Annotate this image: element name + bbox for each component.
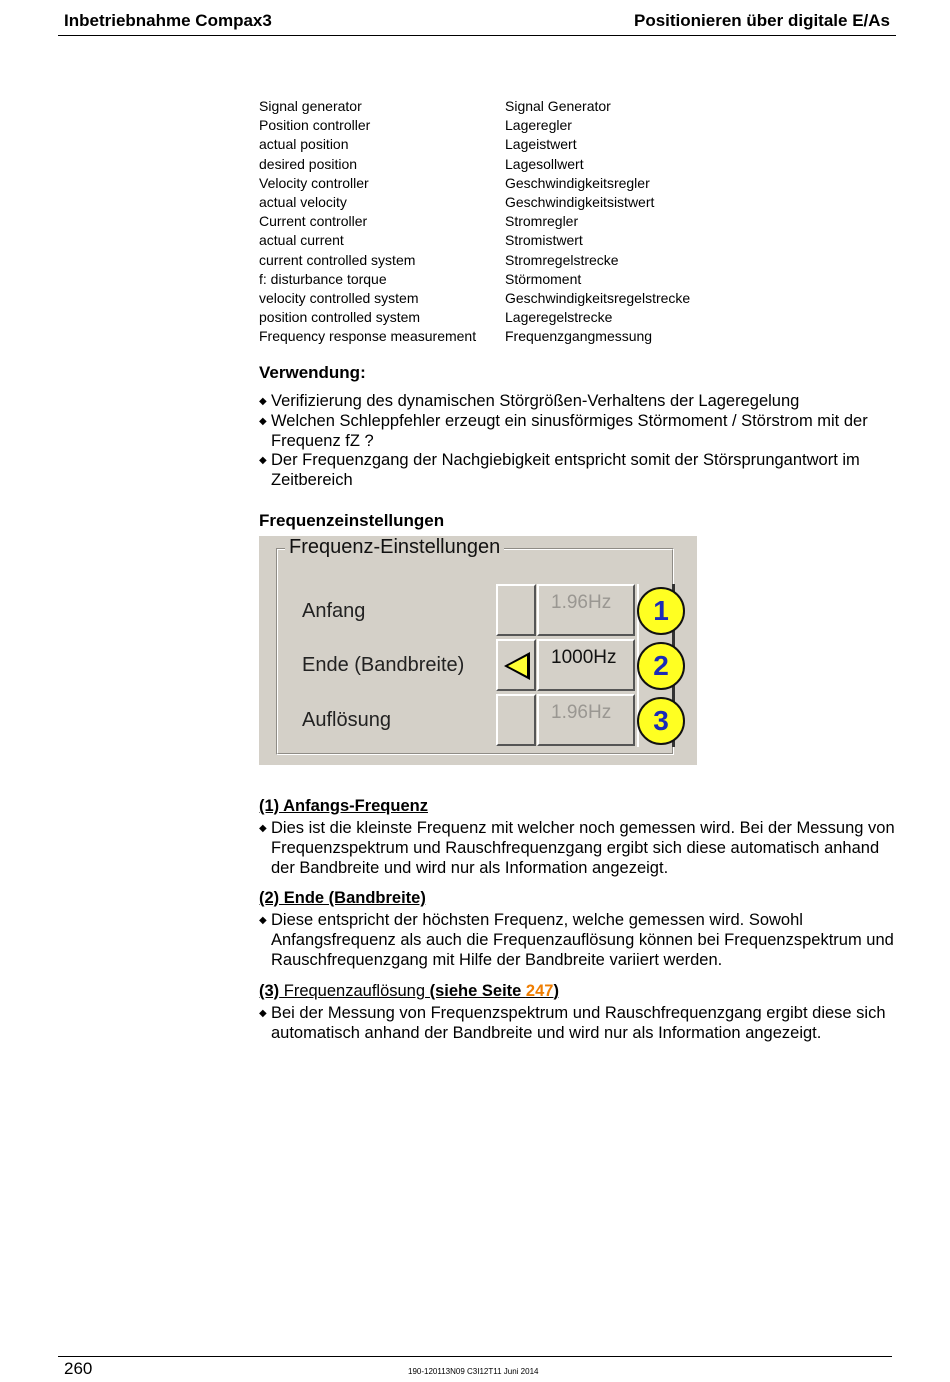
term-row (259, 193, 759, 212)
page-number: 260 (64, 1359, 93, 1378)
term-de: Lageregelstrecke (505, 309, 613, 326)
explanation-3-bullet (259, 1004, 895, 1044)
diamond-bullet-icon: ◆ (259, 415, 267, 427)
start-frequency-field[interactable]: 1.96Hz (537, 584, 635, 636)
groupbox-title: Frequenz-Einstellungen (285, 536, 504, 559)
usage-bullet-text: Welchen Schleppfehler erzeugt ein sinusförmiges Störmoment / Störstrom mit der Frequenz fZ ? (271, 411, 868, 450)
term-en: current controlled system (259, 251, 416, 268)
end-frequency-field[interactable]: 1000Hz (537, 639, 635, 691)
term-de: Geschwindigkeitsistwert (505, 193, 655, 210)
term-row (259, 327, 759, 346)
page-ref-close: ) (553, 982, 559, 1000)
term-de: Stromregelstrecke (505, 251, 619, 268)
term-row (259, 289, 759, 308)
usage-bullet-text: Verifizierung des dynamischen Störgrößen-Verhaltens der Lageregelung (271, 392, 800, 410)
explanation-3-prefix: (3) (259, 982, 280, 1000)
term-en: Velocity controller (259, 174, 369, 191)
diamond-bullet-icon: ◆ (259, 455, 267, 467)
explanation-1-bullet (259, 819, 895, 878)
page-footer (58, 1356, 892, 1382)
term-de: Stromistwert (505, 232, 583, 249)
term-en: f: disturbance torque (259, 270, 387, 287)
term-row (259, 116, 759, 135)
explanation-1 (259, 796, 899, 878)
label-resolution: Auflösung (302, 709, 391, 731)
term-de: Frequenzgangmessung (505, 328, 653, 345)
term-en: Signal generator (259, 98, 362, 114)
term-en: actual current (259, 232, 344, 249)
term-row (259, 212, 759, 231)
explanation-2-text: Diese entspricht der höchsten Frequenz, welche gemessen wird. Sowohl Anfangsfrequenz als auch die Frequenzauflösung können bei Frequenzspektrum und Rauschfrequenzgang mit Hilfe der Bandbreite variiert werden. (271, 911, 894, 969)
diamond-bullet-icon: ◆ (259, 1008, 267, 1019)
select-resolution-button[interactable] (496, 694, 536, 746)
term-en: Frequency response measurement (259, 328, 477, 345)
page-header (58, 10, 896, 36)
term-de: Geschwindigkeitsregler (505, 174, 650, 191)
term-en: Position controller (259, 117, 371, 134)
page-ref-text: (siehe Seite (425, 982, 526, 1000)
diamond-bullet-icon: ◆ (259, 396, 267, 407)
usage-bullet-text: Der Frequenzgang der Nachgiebigkeit entspricht somit der Störsprungantwort im Zeitbereich (271, 451, 860, 490)
explanation-2 (259, 888, 899, 970)
resolution-field[interactable]: 1.96Hz (537, 694, 635, 746)
term-de: Signal Generator (505, 98, 611, 114)
page-ref-link[interactable]: 247 (525, 982, 554, 1000)
explanation-3 (259, 981, 899, 1044)
diamond-bullet-icon: ◆ (259, 823, 267, 834)
term-de: Störmoment (505, 270, 582, 287)
diamond-bullet-icon: ◆ (259, 915, 267, 926)
term-row (259, 135, 759, 154)
explanation-2-heading: (2) Ende (Bandbreite) (259, 889, 426, 907)
usage-bullet (259, 392, 899, 412)
term-row (259, 174, 759, 193)
explanation-1-text: Dies ist die kleinste Frequenz mit welcher noch gemessen wird. Bei der Messung von Frequenzspektrum und Rauschfrequenzgang ergibt sich diese automatisch anhand der Bandbreite und wird nur als Information angezeigt. (271, 819, 895, 877)
explanation-2-bullet (259, 911, 895, 970)
term-de: Stromregler (505, 213, 579, 230)
usage-section (259, 363, 899, 491)
term-en: position controlled system (259, 309, 421, 326)
freq-heading: Frequenzeinstellungen (259, 511, 445, 530)
usage-bullet (259, 451, 899, 491)
term-row (259, 251, 759, 270)
explanation-3-title: Frequenzauflösung (279, 982, 426, 1000)
term-row (259, 308, 759, 327)
usage-heading: Verwendung: (259, 363, 366, 382)
explanation-1-heading: (1) Anfangs-Frequenz (259, 797, 428, 815)
explanation-3-text: Bei der Messung von Frequenzspektrum und Rauschfrequenzgang ergibt diese sich automatisch anhand der Bandbreite und wird nur als Information angezeigt. (271, 1004, 886, 1042)
term-en: velocity controlled system (259, 289, 419, 306)
header-title-right: Positionieren über digitale E/As (634, 11, 890, 30)
marker-3: 3 (637, 697, 685, 745)
term-row (259, 270, 759, 289)
term-de: Geschwindigkeitsregelstrecke (505, 289, 691, 306)
term-en: actual position (259, 136, 349, 153)
term-row (259, 97, 759, 116)
usage-bullet (259, 412, 879, 452)
marker-1: 1 (637, 587, 685, 635)
term-de: Lageregler (505, 117, 572, 134)
term-row (259, 155, 759, 174)
term-en: desired position (259, 155, 358, 172)
select-end-button[interactable] (496, 639, 536, 691)
label-start: Anfang (302, 600, 366, 622)
arrow-left-icon (504, 652, 530, 680)
select-start-button[interactable] (496, 584, 536, 636)
term-en: Current controller (259, 213, 368, 230)
term-en: actual velocity (259, 193, 347, 210)
term-row (259, 231, 759, 250)
header-title-left: Inbetriebnahme Compax3 (64, 11, 272, 30)
frequency-settings-panel (259, 536, 697, 765)
document-code: 190-120113N09 C3I12T11 Juni 2014 (408, 1367, 539, 1376)
term-de: Lageistwert (505, 136, 577, 153)
label-end: Ende (Bandbreite) (302, 654, 465, 676)
term-translation-table (259, 97, 759, 346)
explanation-3-heading (259, 981, 899, 1001)
marker-2: 2 (637, 642, 685, 690)
term-de: Lagesollwert (505, 155, 584, 172)
